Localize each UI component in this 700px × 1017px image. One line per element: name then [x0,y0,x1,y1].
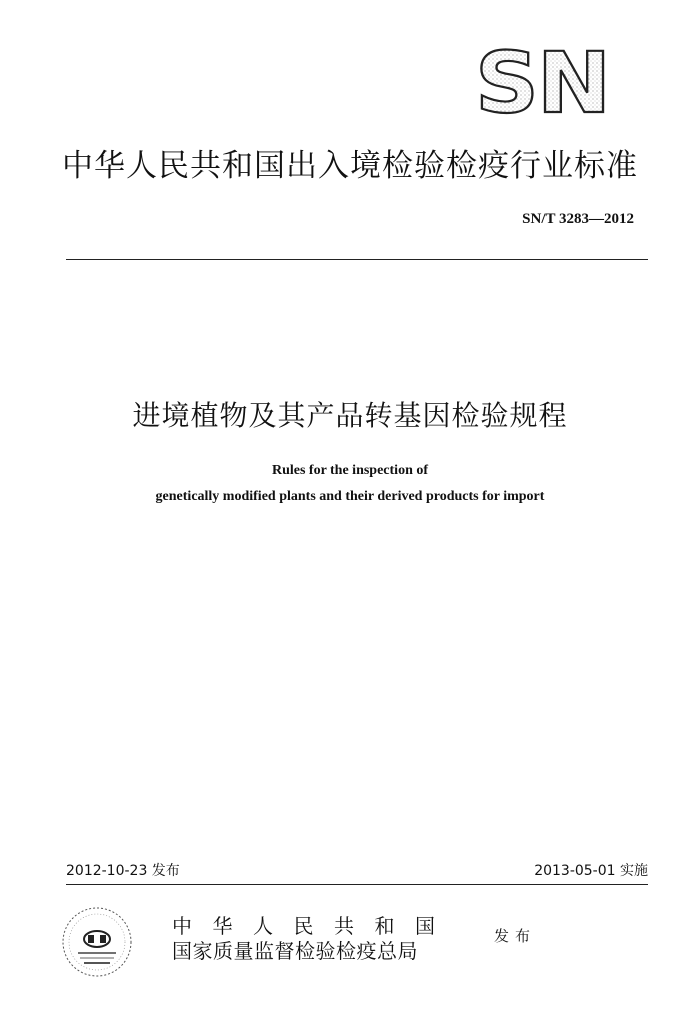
implementation-date: 2013-05-01 实施 [534,863,648,879]
bottom-divider [66,884,648,885]
english-title-line1: Rules for the inspection of [271,463,429,478]
english-title [0,458,700,510]
english-title-line2: genetically modified plants and their derived products for import [155,489,545,504]
issuing-organization-title: 中华人民共和国出入境检验检疫行业标准 [62,148,638,184]
standard-code: SN/T 3283—2012 [522,211,634,227]
publish-label: 发布 [494,927,537,945]
sn-logo [472,46,612,118]
publisher-agency: 国家质量监督检验检疫总局 [172,939,418,963]
top-divider [66,259,648,260]
publisher-seal-icon [60,905,134,979]
issue-date: 2012-10-23 发布 [66,863,180,879]
publisher [172,914,456,964]
chinese-title: 进境植物及其产品转基因检验规程 [132,399,568,432]
publisher-country: 中华人民共和国 [172,914,456,938]
svg-text:SN: SN [475,46,609,118]
